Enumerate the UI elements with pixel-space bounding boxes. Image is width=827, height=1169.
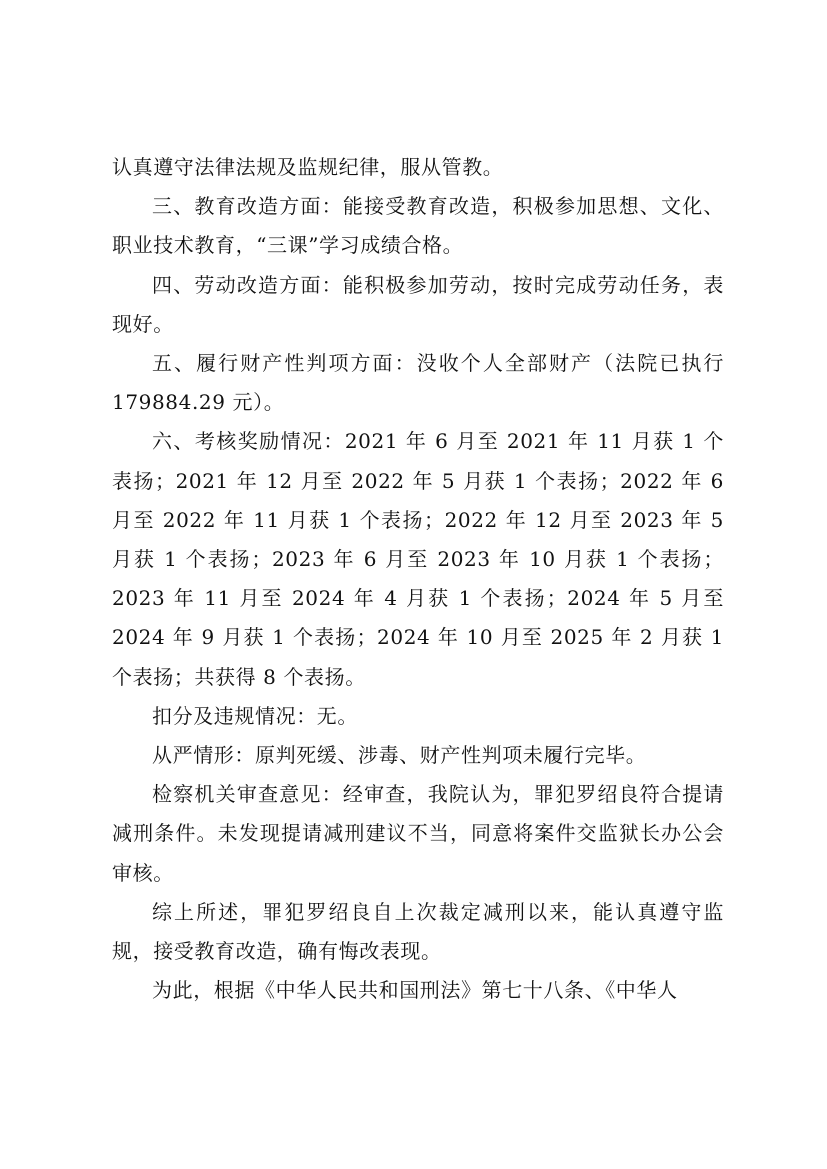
- paragraph-assessment-rewards: 六、考核奖励情况：2021 年 6 月至 2021 年 11 月获 1 个表扬；2021 年 12 月至 2022 年 5 月获 1 个表扬；2022 年 6 月至 2022 年 11 月获 1 个表扬；2022 年 12 月至 2023 年 5 月获 1 个表扬；2023 年 6 月至 2023 年 10 月获 1 个表扬；2023 年 11 月至 2024 年 4 月获 1 个表扬；2024 年 5 月至 2024 年 9 月获 1 个表扬；2024 年 10 月至 2025 年 2 月获 1 个表扬；共获得 8 个表扬。: [112, 429, 724, 689]
- paragraph-education-reform: 三、教育改造方面：能接受教育改造，积极参加思想、文化、职业技术教育，“三课”学习成绩合格。: [112, 194, 724, 258]
- paragraph-summary: 综上所述，罪犯罗绍良自上次裁定减刑以来，能认真遵守监规，接受教育改造，确有悔改表现。: [112, 899, 724, 964]
- paragraph-discipline-continuation: 认真遵守法律法规及监规纪律，服从管教。: [112, 155, 504, 179]
- paragraph-property-judgment: 五、履行财产性判项方面：没收个人全部财产（法院已执行 179884.29 元）。: [112, 351, 724, 415]
- paragraph-legal-basis: 为此，根据《中华人民共和国刑法》第七十八条、《中华人: [152, 978, 678, 1003]
- paragraph-labor-reform: 四、劳动改造方面：能积极参加劳动，按时完成劳动任务，表现好。: [112, 272, 724, 336]
- paragraph-procuratorate-opinion: 检察机关审查意见：经审查，我院认为，罪犯罗绍良符合提请减刑条件。未发现提请减刑建议不当，同意将案件交监狱长办公会审核。: [112, 782, 724, 885]
- paragraph-strict-circumstances: 从严情形：原判死缓、涉毒、财产性判项未履行完毕。: [152, 743, 647, 768]
- paragraph-deductions-violations: 扣分及违规情况：无。: [152, 703, 358, 728]
- document-body: [112, 148, 724, 1010]
